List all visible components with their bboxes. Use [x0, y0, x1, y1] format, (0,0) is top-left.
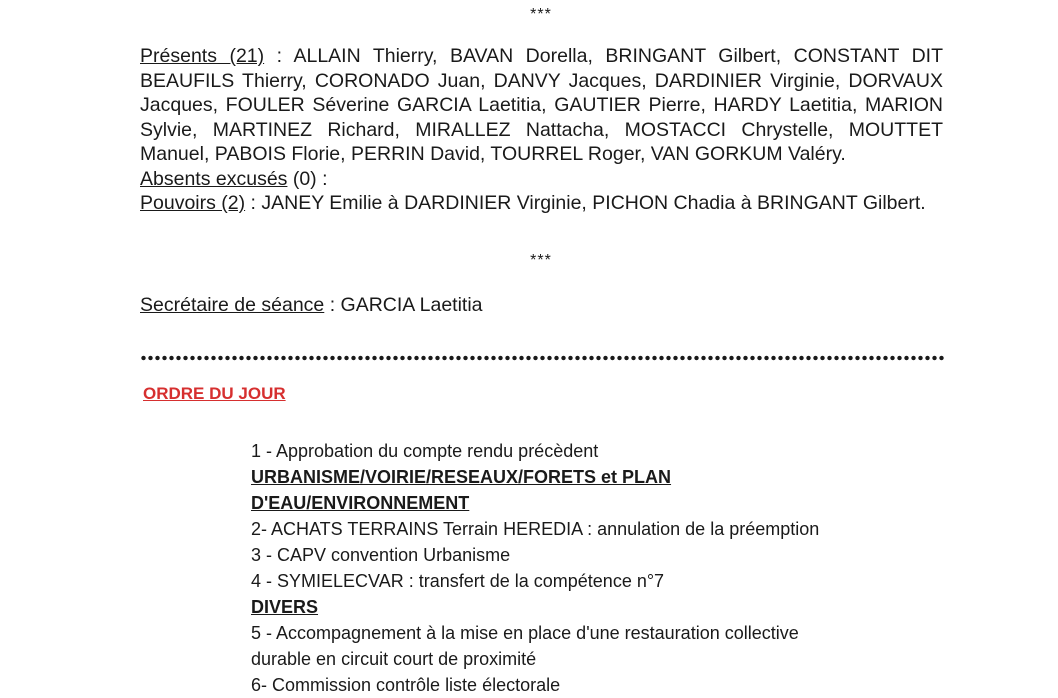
absents-value: (0) : — [292, 167, 328, 190]
pouvoirs-label: Pouvoirs (2) — [140, 192, 246, 214]
agenda-item-3: 3 - CAPV convention Urbanisme — [251, 545, 511, 565]
dotted-divider — [140, 355, 945, 361]
agenda-heading-urbanisme-line2: D'EAU/ENVIRONNEMENT — [251, 493, 470, 513]
agenda-item-2: 2- ACHATS TERRAINS Terrain HEREDIA : annulation de la préemption — [251, 519, 820, 539]
agenda-item-1: 1 - Approbation du compte rendu précèdent — [251, 441, 599, 461]
secretary-label: Secrétaire de séance — [140, 294, 325, 316]
separator-middle: *** — [530, 252, 552, 269]
pouvoirs-line — [140, 191, 943, 216]
presents-label: Présents (21) — [140, 45, 265, 67]
presents-names: : ALLAIN Thierry, BAVAN Dorella, BRINGANT Gilbert, CONSTANT DIT BEAUFILS Thierry, CORONADO Juan, DANVY Jacques, DARDINIER Virginie, DORVAUX Jacques, FOULER Séverine GARCIA Laetitia, GAUTIER Pierre, HARDY Laetitia, MARION Sylvie, MARTINEZ Richard, MIRALLEZ Nattacha, MOSTACCI Chrystelle, MOUTTET Manuel, PABOIS Florie, PERRIN David, TOURREL Roger, VAN GORKUM Valéry. — [140, 45, 943, 165]
presents-paragraph — [140, 44, 943, 167]
agenda-heading-divers: DIVERS — [251, 597, 319, 617]
agenda-item-4: 4 - SYMIELECVAR : transfert de la compétence n°7 — [251, 571, 665, 591]
attendance-block — [140, 44, 943, 216]
absents-line — [140, 167, 943, 192]
separator-top: *** — [530, 6, 552, 23]
agenda-heading-urbanisme-line1: URBANISME/VOIRIE/RESEAUX/FORETS et PLAN — [251, 467, 672, 487]
absents-label: Absents excusés — [140, 167, 288, 190]
ordre-du-jour-title: ORDRE DU JOUR — [143, 384, 286, 403]
pouvoirs-value: : JANEY Emilie à DARDINIER Virginie, PICHON Chadia à BRINGANT Gilbert. — [250, 192, 926, 214]
agenda-list — [251, 438, 951, 698]
secretary-value: : GARCIA Laetitia — [329, 294, 483, 316]
agenda-item-5-line2: durable en circuit court de proximité — [251, 649, 537, 669]
secretary-line — [140, 294, 483, 317]
agenda-item-6: 6- Commission contrôle liste électorale — [251, 675, 561, 695]
agenda-item-5-line1: 5 - Accompagnement à la mise en place d'une restauration collective — [251, 623, 799, 643]
